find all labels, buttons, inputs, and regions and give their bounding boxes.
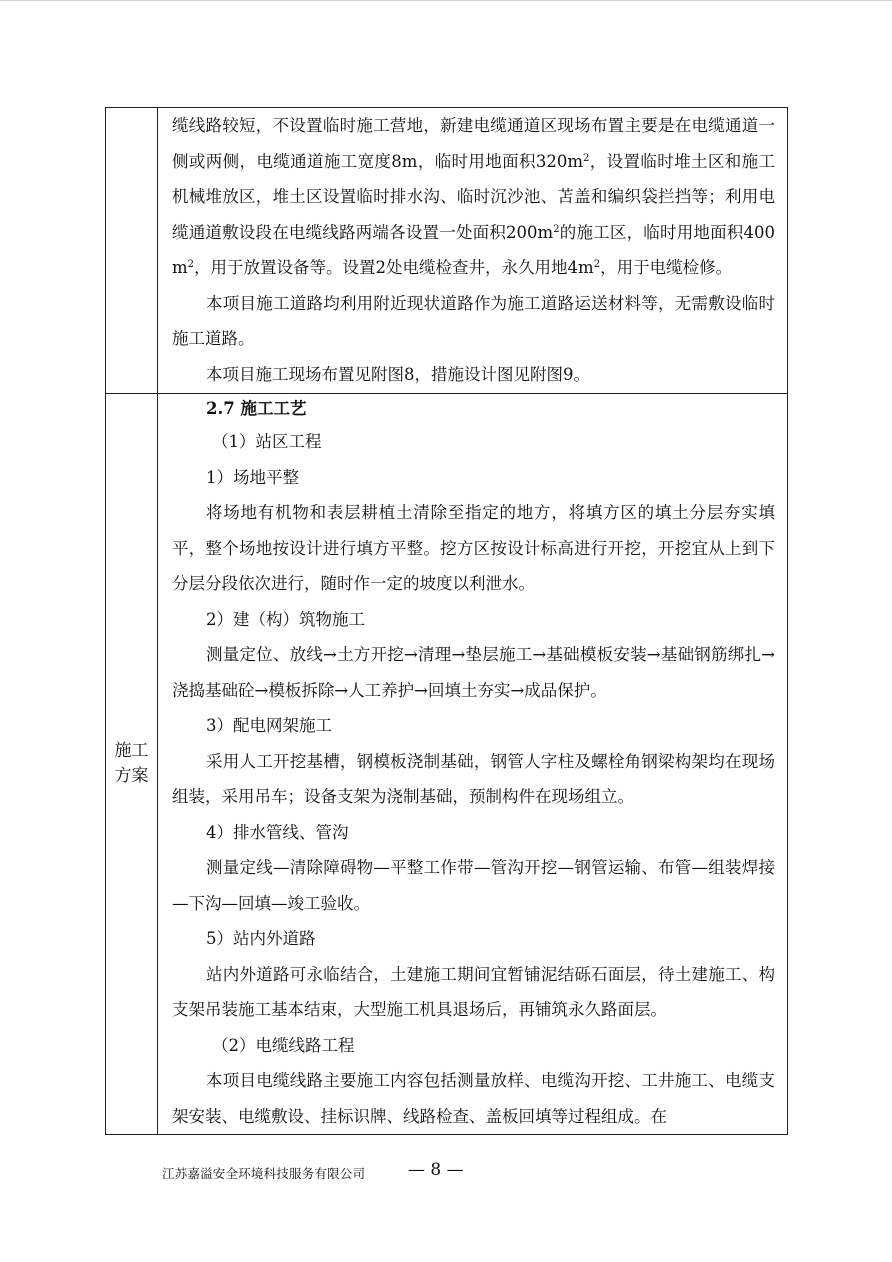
superscript-2: 2 [187,259,195,270]
superscript-2: 2 [553,223,560,235]
drainage-pipeline-title: 4）排水管线、管沟 [206,822,349,842]
layout-paragraph-1: 缆线路较短，不设置临时施工营地，新建电缆通道区现场布置主要是在电缆通道一侧或两侧，电缆通道施工宽度8m，临时用地面积$320m^2$，设置临时堆土区和施工机械堆放区，堆土区设置临时排水沟、临时沉沙池、苫盖和编织袋拦挡等；利用电缆通道敷设段在电缆线路两端各设置一处面积$200m^2$的施工区，临时用地面积$400m^2$，用于放置设备等。设置2处电缆检查井，永久用地$4m^2$，用于电缆检修。 [172,116,776,277]
station-works-title: （1）站区工程 [212,432,322,451]
station-roads-title: 5）站内外道路 [206,929,316,948]
table-row [106,394,788,1135]
row-label-empty [106,108,158,394]
station-roads-text: 站内外道路可永临结合，土建施工期间宜暂铺泥结砾石面层，待土建施工、构支架吊装施工基本结束，大型施工机具退场后，再铺筑永久路面层。 [172,964,775,1019]
superscript-2: 2 [593,259,601,270]
footer-company: 江苏嘉溢安全环境科技服务有限公司 [162,1166,366,1181]
site-leveling-title: 1）场地平整 [206,467,299,487]
layout-paragraph-3: 本项目施工现场布置见附图8，措施设计图见附图9。 [206,364,590,384]
layout-content-cell [158,108,788,394]
document-table [105,107,788,1135]
cable-line-works-text: 本项目电缆线路主要施工内容包括测量放样、电缆沟开挖、工井施工、电缆支架安装、电缆敷设、挂标识牌、线路检查、盖板回填等过程组成。在 [172,1071,775,1126]
construction-plan-label-cell [106,394,158,1135]
section-heading: 2.7 施工工艺 [206,399,307,418]
distribution-frame-text: 采用人工开挖基槽，钢模板浇制基础，钢管人字柱及螺栓角钢梁构架均在现场组装，采用吊车；设备支架为浇制基础，预制构件在现场组立。 [172,751,775,806]
site-leveling-text: 将场地有机物和表层耕植土清除至指定的地方，将填方区的填土分层夯实填平，整个场地按设计进行填方平整。挖方区按设计标高进行开挖，开挖宜从上到下分层分段依次进行，随时作一定的坡度以利泄水。 [172,503,775,593]
page-top-border [0,0,892,1]
distribution-frame-title: 3）配电网架施工 [206,716,332,735]
construction-plan-label: 施工方案 [114,741,149,786]
cable-line-works-title: （2）电缆线路工程 [212,1035,355,1055]
building-construction-title: 2）建（构）筑物施工 [206,609,365,629]
table-row [106,108,788,394]
drainage-pipeline-text: 测量定线—清除障碍物—平整工作带—管沟开挖—钢管运输、布管—组装焊接—下沟—回填—竣工验收。 [172,858,775,913]
layout-paragraph-2: 本项目施工道路均利用附近现状道路作为施工道路运送材料等，无需敷设临时施工道路。 [172,293,775,348]
page-number: — 8 — [408,1160,464,1180]
building-construction-text: 测量定位、放线→土方开挖→清理→垫层施工→基础模板安装→基础钢筋绑扎→浇捣基础砼→模板拆除→人工养护→回填土夯实→成品保护。 [172,645,775,700]
page-footer [162,1162,762,1192]
construction-content-cell [158,394,788,1135]
superscript-2: 2 [583,152,590,164]
